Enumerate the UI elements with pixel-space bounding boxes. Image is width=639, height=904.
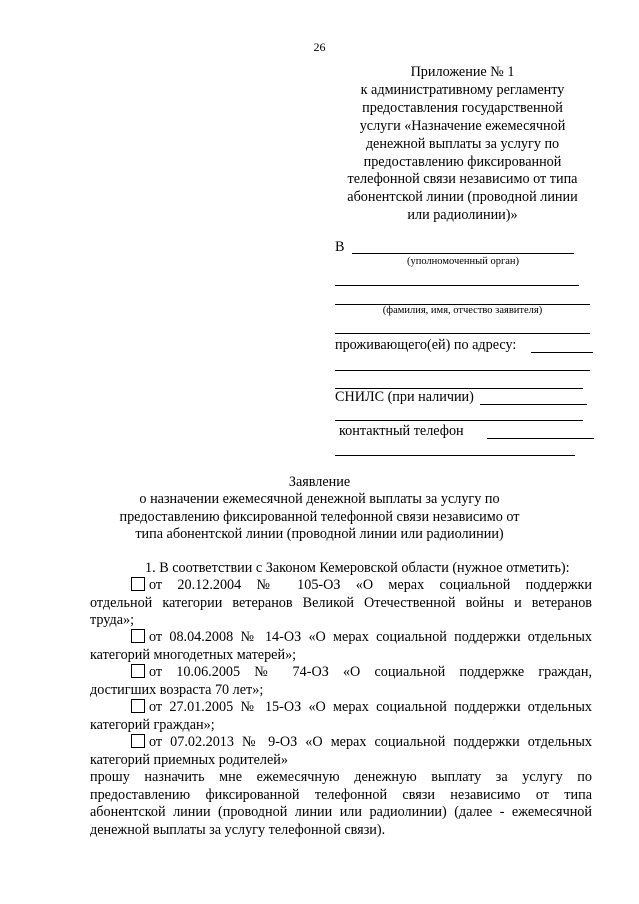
phone-field[interactable] — [487, 423, 594, 439]
law-text: категорий приемных родителей» — [90, 752, 288, 768]
appendix-line: денежной выплаты за услугу по — [365, 135, 560, 152]
to-prefix: В — [335, 239, 345, 255]
address-label: проживающего(ей) по адресу: — [335, 337, 517, 353]
law-text: от 20.12.2004 № 105-ОЗ «О мерах социальной поддержки — [149, 577, 592, 593]
law-text: от 07.02.2013 № 9-ОЗ «О мерах социальной поддержки отдельных — [149, 734, 592, 750]
law-text: отдельной категории ветеранов Великой Отечественной войны и ветеранов — [90, 595, 592, 611]
snils-field-2[interactable] — [335, 406, 583, 421]
law-text: достигших возраста 70 лет»; — [90, 682, 264, 698]
intro-text: 1. В соответствии с Законом Кемеровской области (нужное отметить): — [145, 560, 570, 576]
appendix-line: Приложение № 1 — [410, 64, 515, 80]
appendix-line: абонентской линии (проводной линии — [347, 189, 578, 206]
statement-title — [0, 474, 639, 543]
appendix-line: предоставления государственной — [362, 99, 563, 116]
authority-caption: (уполномоченный орган) — [406, 256, 520, 267]
law-checkbox-3[interactable] — [131, 664, 145, 678]
law-checkbox-4[interactable] — [131, 699, 145, 713]
appendix-line: телефонной связи независимо от типа — [347, 171, 578, 188]
request-text: прошу назначить мне ежемесячную денежную выплату за услугу по — [90, 769, 592, 785]
law-text: от 10.06.2005 № 74-ОЗ «О социальной поддержке граждан, — [149, 664, 592, 680]
law-checkbox-2[interactable] — [131, 629, 145, 643]
applicant-name-field-3[interactable] — [335, 318, 590, 334]
appendix-line: или радиолинии)» — [407, 207, 518, 224]
title-line: о назначении ежемесячной денежной выплаты за услугу по — [139, 491, 500, 508]
appendix-line: предоставлению фиксированной — [363, 153, 562, 170]
phone-field-2[interactable] — [335, 440, 575, 456]
law-item-4 — [131, 699, 592, 716]
address-field-2[interactable] — [335, 355, 590, 371]
law-text: от 08.04.2008 № 14-ОЗ «О мерах социальной поддержки отдельных — [149, 629, 592, 645]
address-field-1[interactable] — [531, 337, 593, 353]
request-text: абонентской линии (проводной линии или радиолинии) (далее - ежемесячной — [90, 804, 592, 820]
law-checkbox-1[interactable] — [131, 577, 145, 591]
authority-field[interactable] — [352, 238, 574, 254]
request-text: предоставлению фиксированной телефонной связи независимо от типа — [90, 787, 592, 803]
title-line: Заявление — [288, 474, 351, 490]
title-line: предоставлению фиксированной телефонной связи независимо от — [119, 508, 520, 525]
phone-label: контактный телефон — [339, 423, 464, 439]
appendix-line: к административному регламенту — [360, 81, 565, 98]
appendix-line: услуги «Назначение ежемесячной — [359, 117, 566, 134]
snils-label: СНИЛС (при наличии) — [335, 389, 474, 405]
law-item-1 — [131, 577, 592, 594]
snils-field[interactable] — [480, 389, 587, 405]
law-item-2 — [131, 629, 592, 646]
law-text: категорий многодетных матерей»; — [90, 647, 297, 663]
law-checkbox-5[interactable] — [131, 734, 145, 748]
title-line: типа абонентской линии (проводной линии или радиолинии) — [135, 525, 504, 542]
applicant-caption: (фамилия, имя, отчество заявителя) — [382, 305, 543, 316]
appendix-header — [330, 64, 595, 225]
law-item-3 — [131, 664, 592, 681]
law-text: труда»; — [90, 612, 135, 628]
law-item-5 — [131, 734, 592, 751]
applicant-name-field-1[interactable] — [335, 270, 579, 286]
law-text: категорий граждан»; — [90, 717, 215, 733]
page-number: 26 — [313, 40, 326, 54]
request-text: денежной выплаты за услугу телефонной связи). — [90, 822, 386, 838]
address-field-3[interactable] — [335, 373, 583, 389]
applicant-name-field-2[interactable] — [335, 289, 590, 305]
law-text: от 27.01.2005 № 15-ОЗ «О мерах социальной поддержки отдельных — [149, 699, 592, 715]
